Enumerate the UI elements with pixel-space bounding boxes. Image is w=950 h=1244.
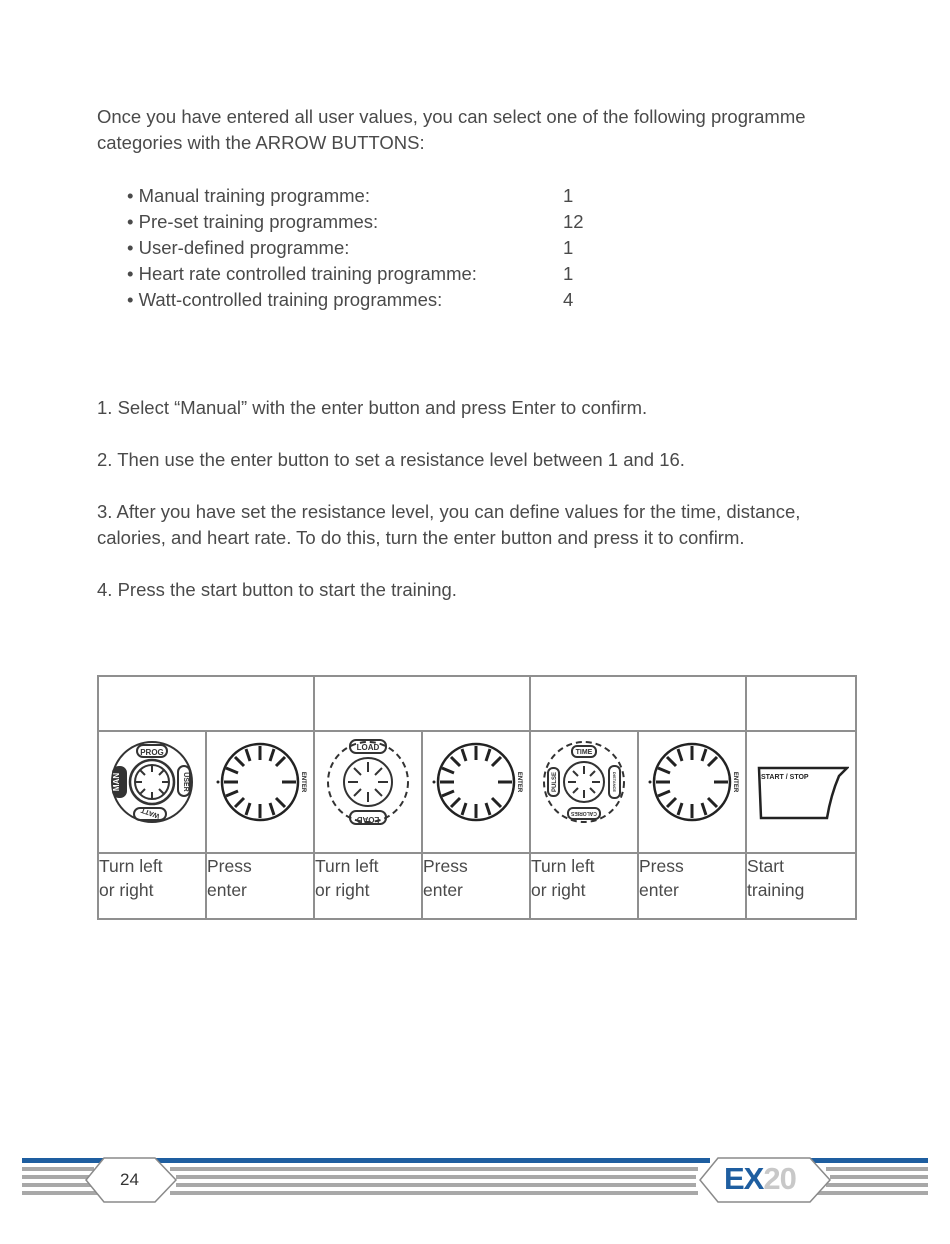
caption-cell: Press enter [422, 853, 530, 919]
icon-cell [98, 731, 206, 853]
start-stop-label: START / STOP [761, 774, 809, 781]
footer-stripes [0, 1150, 950, 1210]
dial-label: CALORIES [571, 810, 597, 816]
step-3: 3. After you have set the resistance level, you can define values for the time, distance, calories, and heart rate. To do this, turn the enter button and press it to confirm. [97, 501, 801, 548]
icon-cell [206, 731, 314, 853]
table-caption-row [98, 853, 856, 919]
dial-label: TIME [575, 749, 593, 756]
table-icon-row [98, 731, 856, 853]
header-cell [530, 676, 746, 731]
enter-knob-icon [644, 732, 740, 832]
dial-label: MAN [112, 772, 121, 792]
caption-cell: Start training [746, 853, 856, 919]
intro-paragraph: Once you have entered all user values, you can select one of the following programme categories with the ARROW BUTTONS: [97, 106, 806, 153]
instruction-steps [97, 395, 867, 629]
programme-dial-icon [104, 732, 200, 832]
icon-cell [530, 731, 638, 853]
enter-label: ENTER [516, 771, 522, 793]
dial-label: WATT [140, 805, 161, 820]
caption-cell: Turn left or right [530, 853, 638, 919]
operation-guide-table [97, 675, 857, 920]
caption-cell: Press enter [206, 853, 314, 919]
dial-label: USER [182, 772, 189, 792]
caption-cell: Turn left or right [98, 853, 206, 919]
list-item: • Manual training programme: 1 [127, 185, 574, 206]
icon-cell [746, 731, 856, 853]
icon-cell [638, 731, 746, 853]
enter-label: ENTER [732, 771, 738, 793]
dial-label: LOAD [356, 815, 380, 824]
enter-knob-icon [428, 732, 524, 832]
step-2: 2. Then use the enter button to set a resistance level between 1 and 16. [97, 449, 685, 470]
enter-label: ENTER [300, 771, 306, 793]
header-cell [98, 676, 314, 731]
header-cell [314, 676, 530, 731]
dial-label: DISTANCE [612, 771, 617, 793]
header-cell [746, 676, 856, 731]
dial-label: PROG [140, 748, 164, 757]
caption-cell: Press enter [638, 853, 746, 919]
step-4: 4. Press the start button to start the training. [97, 579, 457, 600]
caption-cell: Turn left or right [314, 853, 422, 919]
start-stop-icon [753, 732, 849, 832]
value-dial-icon [536, 732, 632, 832]
list-item: • Pre-set training programmes: 12 [127, 211, 584, 232]
dial-label: LOAD [356, 743, 380, 752]
table-header-row [98, 676, 856, 731]
list-item: • Heart rate controlled training programme: 1 [127, 263, 574, 284]
load-dial-icon [320, 732, 416, 832]
list-item: • User-defined programme: 1 [127, 237, 574, 258]
list-item: • Watt-controlled training programmes: 4 [127, 289, 574, 310]
icon-cell [314, 731, 422, 853]
icon-cell [422, 731, 530, 853]
dial-label: PULSE [552, 771, 558, 793]
brand-logo: EX20 [724, 1161, 796, 1196]
enter-knob-icon [212, 732, 308, 832]
page-number: 24 [120, 1170, 139, 1189]
step-1: 1. Select “Manual” with the enter button and press Enter to confirm. [97, 397, 648, 418]
programme-list [127, 183, 647, 313]
